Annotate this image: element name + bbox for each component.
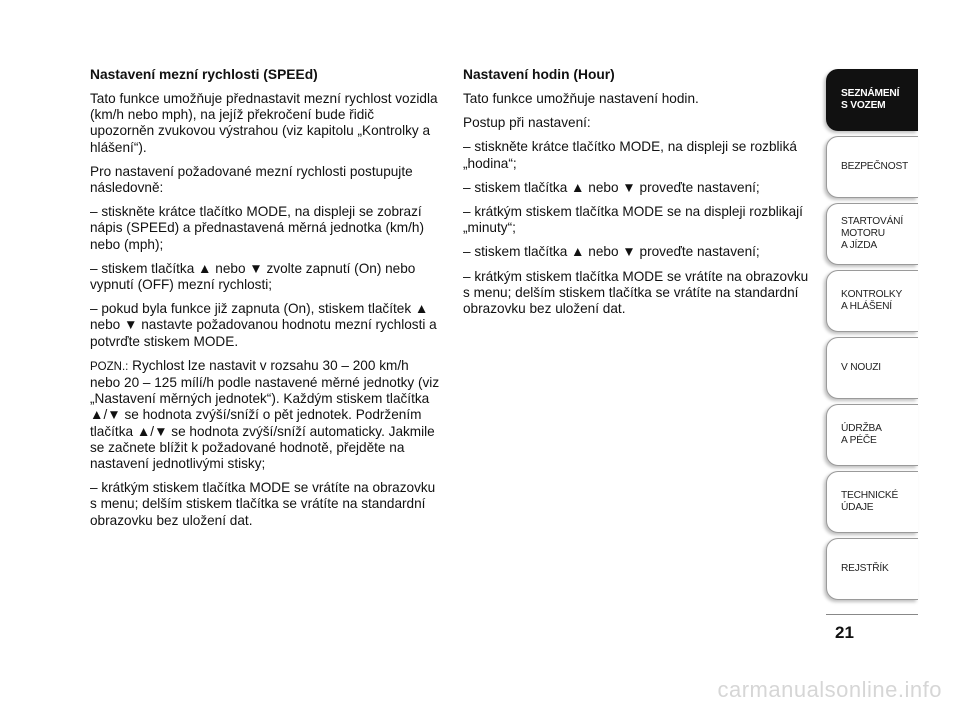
speed-step-2: – stiskem tlačítka ▲ nebo ▼ zvolte zapnutí (On) nebo vypnutí (OFF) mezní rychlosti; bbox=[90, 260, 416, 293]
clock-step-3: – krátkým stiskem tlačítka MODE se na displeji rozblikají „minuty“; bbox=[463, 204, 803, 236]
tab-udrzba[interactable]: ÚDRŽBA A PÉČE bbox=[826, 404, 918, 466]
speed-step-3: – pokud byla funkce již zapnuta (On), stiskem tlačítek ▲ nebo ▼ nastavte požadovanou hodnotu mezní rychlosti a potvrďte stiskem MODE. bbox=[90, 301, 437, 349]
tab-rejstrik[interactable]: REJSTŘÍK bbox=[826, 538, 918, 600]
clock-intro-paragraph: Tato funkce umožňuje nastavení hodin. bbox=[463, 91, 699, 106]
speed-procedure-paragraph: Pro nastavení požadované mezní rychlosti postupujte následovně: bbox=[90, 163, 413, 196]
speed-note bbox=[90, 358, 442, 472]
clock-step-1: – stiskněte krátce tlačítko MODE, na displeji se rozbliká „hodina“; bbox=[463, 139, 797, 171]
page-number: 21 bbox=[835, 623, 854, 642]
watermark: carmanualsonline.info bbox=[717, 677, 942, 702]
tab-technicke-udaje[interactable]: TECHNICKÉ ÚDAJE bbox=[826, 471, 918, 533]
clock-step-4: – stiskem tlačítka ▲ nebo ▼ proveďte nastavení; bbox=[463, 244, 760, 260]
note-text: Rychlost lze nastavit v rozsahu 30 – 200 km/h nebo 20 – 125 mílí/h podle nastavené měrné jednotky (viz „Nastavení měrných jednotek“). Každým stiskem tlačítka ▲/▼ se hodnota zvýší/sníží o pět jednotek. Podržením tlačítka ▲/▼ se hodnota zvýší/sníží automaticky. Jakmile se začnete blížit k požadované hodnotě, přejděte na nastavení jednotlivými stisky; bbox=[90, 357, 440, 472]
left-column bbox=[90, 66, 442, 537]
speed-limit-heading: Nastavení mezní rychlosti (SPEEd) bbox=[90, 67, 318, 82]
clock-heading: Nastavení hodin (Hour) bbox=[463, 67, 615, 82]
tab-bezpecnost[interactable]: BEZPEČNOST bbox=[826, 136, 918, 198]
speed-step-1: – stiskněte krátce tlačítko MODE, na displeji se zobrazí nápis (SPEEd) a přednastavená měrná jednotka (km/h) nebo (mph); bbox=[90, 204, 424, 252]
tab-startovani-motoru[interactable]: STARTOVÁNÍ MOTORU A JÍZDA bbox=[826, 203, 918, 265]
speed-step-4: – krátkým stiskem tlačítka MODE se vrátíte na obrazovku s menu; delším stiskem tlačítka se vrátíte na standardní obrazovku bez uložení dat. bbox=[90, 480, 436, 528]
tab-v-nouzi[interactable]: V NOUZI bbox=[826, 337, 918, 399]
tab-seznameni-s-vozem[interactable]: SEZNÁMENÍ S VOZEM bbox=[826, 69, 918, 131]
tab-divider bbox=[826, 614, 918, 615]
tab-kontrolky[interactable]: KONTROLKY A HLÁŠENÍ bbox=[826, 270, 918, 332]
clock-step-2: – stiskem tlačítka ▲ nebo ▼ proveďte nastavení; bbox=[463, 179, 760, 195]
chapter-tabs bbox=[826, 69, 918, 605]
note-label: POZN.: bbox=[90, 360, 129, 373]
clock-procedure-paragraph: Postup při nastavení: bbox=[463, 115, 591, 131]
speed-intro-paragraph: Tato funkce umožňuje přednastavit mezní rychlost vozidla (km/h nebo mph), na jejíž překročení bude řidič upozorněn zvukovou výstrahou (viz kapitolu „Kontrolky a hlášení“). bbox=[90, 91, 438, 155]
clock-step-5: – krátkým stiskem tlačítka MODE se vrátíte na obrazovku s menu; delším stiskem tlačítka se vrátíte na standardní obrazovku bez uložení dat. bbox=[463, 268, 809, 317]
right-column bbox=[463, 66, 813, 325]
